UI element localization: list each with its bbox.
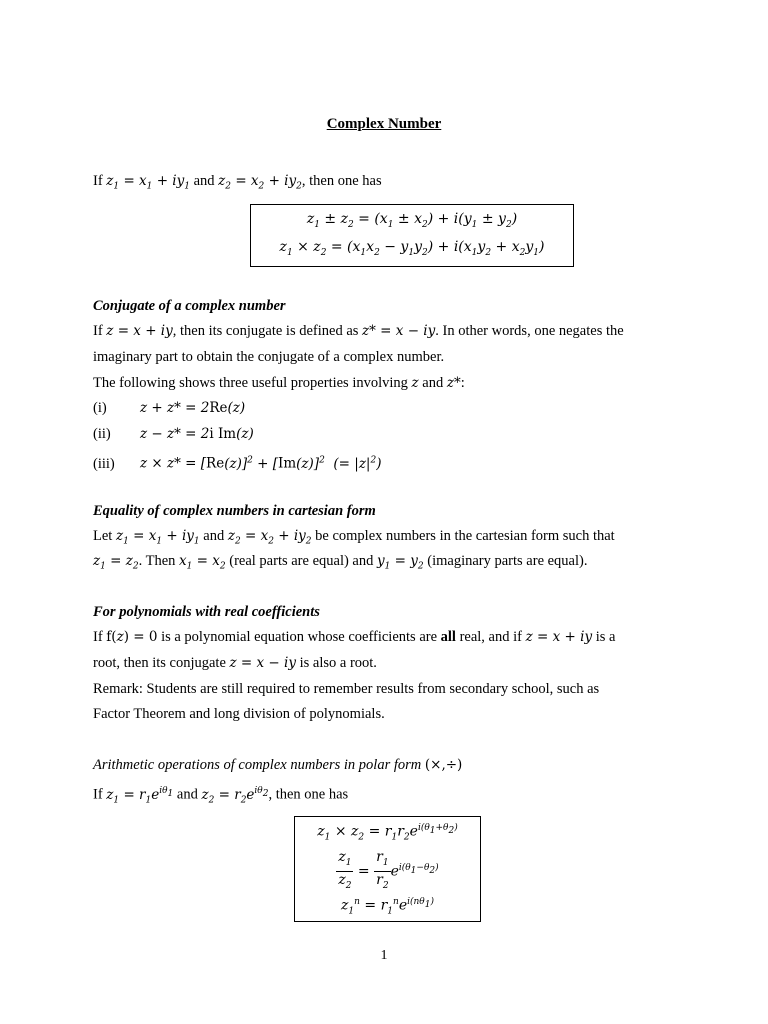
polar-quotient-formula: $\frac{z_1}{z_2}$ = $\frac{r_1}{r_2}$ $e^{i(\theta_1-\theta_2)}$ bbox=[338, 849, 439, 891]
equality-line-2: $z_1 = z_2$. Then $x_1 = x_2$ (real parts are equal) and $y_1 = y_2$ (imaginary parts are equal). bbox=[93, 553, 588, 572]
equality-line-1: Let $z_1 = x_1 + iy_1$ and $z_2 = x_2 + iy_2$ be complex numbers in the cartesian form such that bbox=[93, 528, 615, 547]
polar-operations-box bbox=[294, 816, 481, 922]
conjugate-line-1: If z = x + iy, then its conjugate is defined as z* = x − iy. In other words, one negates the bbox=[93, 323, 624, 339]
equality-heading: Equality of complex numbers in cartesian form bbox=[93, 503, 376, 519]
polynomials-line-2: root, then its conjugate z = x − iy is also a root. bbox=[93, 655, 377, 671]
conjugate-heading: Conjugate of a complex number bbox=[93, 298, 286, 314]
z1-definition: $z_1 = x_1 + iy_1$ bbox=[106, 173, 190, 192]
property-i: (i) z + z* = 2Re(z) bbox=[93, 400, 246, 416]
intro-line: If $z_1 = x_1 + iy_1$ and $z_2 = x_2 + iy_2$, then one has bbox=[93, 173, 382, 192]
polar-heading: Arithmetic operations of complex numbers in polar form (×,÷) bbox=[93, 757, 463, 773]
remark-line-1: Remark: Students are still required to remember results from secondary school, such as bbox=[93, 681, 600, 697]
sum-product-box bbox=[250, 204, 574, 267]
polynomials-line-1: If f(z) = 0 is a polynomial equation whose coefficients are all real, and if z = x + iy is a bbox=[93, 629, 616, 645]
z2-definition: $z_2 = x_2 + iy_2$ bbox=[218, 173, 302, 192]
polar-intro-line: If $z_1 = r_1e^{i\theta_1}$ and $z_2 = r_2e^{i\theta_2}$, then one has bbox=[93, 786, 349, 806]
polar-product-formula: $z_1 \times z_2 = r_1r_2e^{i(\theta_1+\theta_2)}$ bbox=[317, 823, 458, 843]
sum-formula: $z_1 \pm z_2 = (x_1 \pm x_2) + i(y_1 \pm y_2)$ bbox=[306, 211, 518, 230]
conjugate-line-2: imaginary part to obtain the conjugate of a complex number. bbox=[93, 349, 445, 365]
remark-line-2: Factor Theorem and long division of polynomials. bbox=[93, 706, 385, 722]
page-number: 1 bbox=[380, 948, 388, 963]
property-iii: (iii) $z \times z* = [Re(z)]^2 + [Im(z)]^2$ (= $|z|^2$) bbox=[93, 455, 382, 472]
page-title: Complex Number bbox=[326, 116, 442, 132]
conjugate-line-3: The following shows three useful properties involving z and z*: bbox=[93, 375, 465, 391]
polynomials-heading: For polynomials with real coefficients bbox=[93, 604, 320, 620]
property-ii: (ii) z − z* = 2i Im(z) bbox=[93, 426, 254, 442]
polar-power-formula: $z_1^n = r_1^ne^{i(n\theta_1)}$ bbox=[341, 897, 434, 917]
product-formula: $z_1 \times z_2 = (x_1x_2 - y_1y_2) + i(x_1y_2 + x_2y_1)$ bbox=[279, 239, 545, 258]
